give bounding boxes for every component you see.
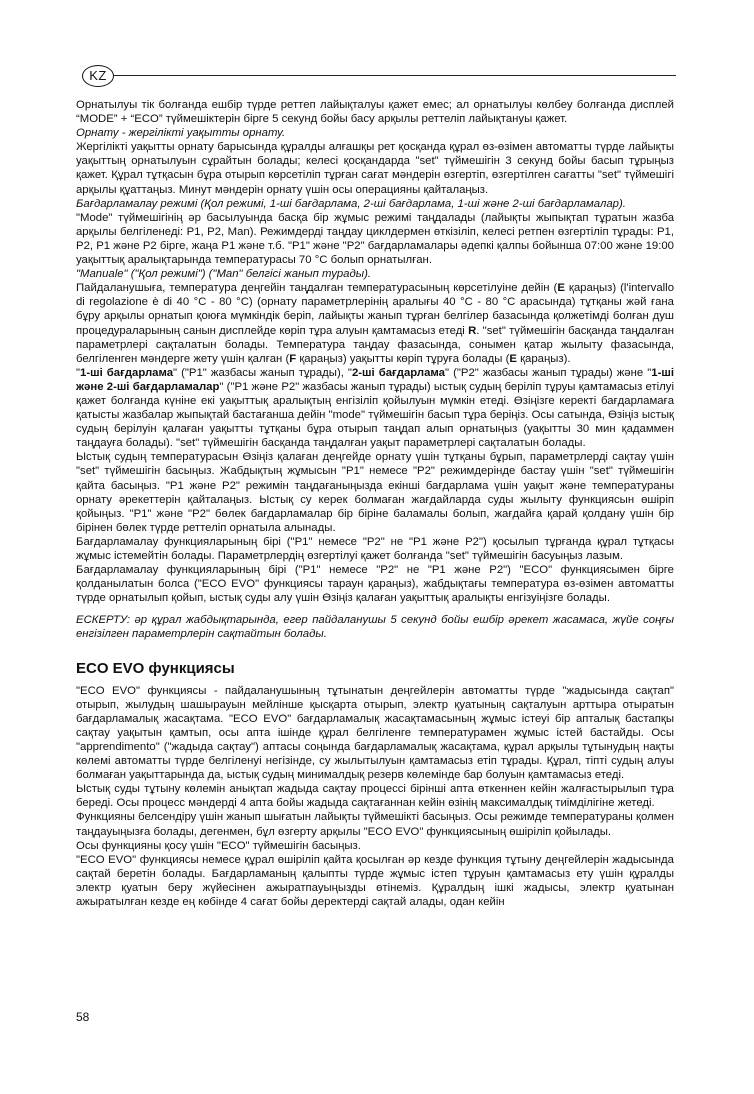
subheading-programming-mode: Бағдарламалау режимі (Қол режимі, 1-ші бағдарлама, 2-ші бағдарлама, 1-ші және 2-ші бағдарламалар).	[76, 197, 626, 210]
paragraph-eco-enable: Осы функцияны қосу үшін "ECO" түймешігін басыңыз.	[76, 839, 361, 852]
paragraph-eco-memory: "ECO EVO" функциясы немесе құрал өшіріліп қайта қосылған әр кезде функция тұтыну деңгейлерін жадысында сақтай беретін болады. Бағдарламаның қалыпты түрде жұмыс істеп тұруын қамтамасыз ету үшін құралды электр қуатын беру жүйесінен ажыратпауыңызды өтінеміз. Құралдың ішкі жадысы, электр қуатынан ажыратылған кезде ең көбінде 4 сағат бойы деректерді сақтай алады, одан кейін	[76, 853, 674, 908]
section-title-eco-evo: ECO EVO функциясы	[76, 659, 235, 677]
paragraph-local-time: Жергілікті уақытты орнату барысында құралды алғашқы рет қосқанда құрал өз-өзімен автоматты түрде лайықты уақыттың орнатылуын сұрайтын болады; келесі қосқандарда "set" түймешігін 3 секунд бойы басып тұрыңыз қажет. Құрал тұтқасын бұра отырып көрсетіліп тұрған сағат мәндерін өзгертіп, өзгертілген сағатты "set" түймешігі арқылы құаттаңыз. Минут мәндерін орнату үшін осы операцияны қайталаңыз.	[76, 141, 674, 196]
paragraph-temperature-set: Ыстық судың температурасын Өзіңіз қалаған деңгейде орнату үшін тұтқаны бұрып, параметрлерді сақтау үшін "set" түймешігін басыңыз. Жабдықтың жұмысын "P1" немесе "P2" режимдерінде бастау үшін "set" түймешігін қайта басыңыз. "P1 және P2" режимін таңдағаныңызда екінші бағдарлама үшін уақыт және температураны орнату әрекеттерін қайталаңыз. Ыстық су керек болмаған жағдайларда суды жылыту функциясын өшіріп қойыңыз. "P1" және "P2" бөлек бағдарламалар бір біріне баламалы болып, жағдайға қарай қолдану үшін бір бірінен бөлек түрде реттеліп орнатыла алынады.	[76, 451, 674, 534]
paragraph-eco-learning: Ыстық суды тұтыну көлемін анықтап жадыда сақтау процессі бірінші апта өткеннен кейін жалғастырылып тұра береді. Осы процесс мәндерді 4 апта бойы жадыда сақтағаннан кейін өзінің максималдық тиімділігіне жетеді.	[76, 783, 674, 810]
paragraph-manual-mode: Пайдаланушыға, температура деңгейін таңдалған температурасының көрсетілуіне дейін (E қараңыз) (l'intervallo di regolazione è di 40 °C - 80 °C) (орнату параметрлерінің аралығы 40 °C - 80 °C арасында) тұтқаны жәй ғана бұру арқылы орнатып қоюға мүмкіндік беріп, лайықты жанып тұрған белгілер базасында қолжетімді болған душ процедураларының санын дисплейде көріп тұра алуын қамтамасыз етеді R. "set" түймешігін басқанда таңдалған параметрлері сақталатын болады. Температура таңдау фазасында, сонымен қатар жылыту фазасында, белгіленген мәндерге жету үшін қалған (F қараңыз) уақытты көріп тұруға болады (E қараңыз).	[76, 282, 675, 365]
note-warning: ЕСКЕРТУ: әр құрал жабдықтарында, егер пайдаланушы 5 секунд бойы ешбір әрекет жасамаса, жүйе соңғы енгізілген параметрлерін сақтайтын болады.	[76, 614, 674, 641]
paragraph-eco-combination: Бағдарламалау функцияларының бірі ("P1" немесе "P2" не "P1 және P2") "ECO" функциясымен бірге қолданылатын болса ("ECO EVO" функциясы тараун қараңыз), жабдықтағы температура өз-өзімен автоматты түрде орнатылып қойып, ыстық суды алу үшін Өзіңіз қалаған уақыттық аралықты енгізуіңізге болады.	[76, 564, 674, 605]
paragraph-eco-activate: Функцияны белсендіру үшін жанып шығатын лайықты түймешікті басыңыз. Осы режимде температураны қолмен таңдауыңызға болады, дегенмен, бұл өзгерту арқылы "ECO EVO" функциясының өшіріліп қойылады.	[76, 811, 674, 838]
paragraph-eco-intro: "ECO EVO" функциясы - пайдаланушының тұтынатын деңгейлерін автоматты түрде "жадысында сақтап" отырып, жылудың шашырауын мейлінше қысқарта отырып, электр қуатының сақталуын арттыра отыратын бағдарламалық жасақтама. "ECO EVO" бағдарламалық жасақтамасының жұмыс істеуі бір апталық бастапқы сақтау уақытын қамтып, осы апта ішінде құрал белгіленге температурамен жұмыс істей бастайды. Осы "apprendimento" ("жадыда сақтау") аптасы соңында бағдарламалық жасақтама, құрал арқылы тұтынудың нақты көлемі автоматты түрде белгіленуі негізінде, су жылытылуын қамтамасыз етіп тұрады. Құрал, тіпті судың алуы болмаған уақыттарында да, ыстық судың минималдық резерв көлемінде бар болуын қамтамасыз етеді.	[76, 684, 674, 782]
subheading-local-time: Орнату - жергілікті уақытты орнату.	[76, 127, 286, 140]
document-body	[76, 98, 674, 909]
header-rule	[114, 75, 676, 76]
page-header	[76, 64, 676, 90]
page-number: 58	[76, 1010, 90, 1024]
paragraph-mode-button: "Mode" түймешігінің әр басылуында басқа бір жұмыс режимі таңдалады (лайықты жыпықтап тұратын жазба арқылы белгіленеді: P1, P2, Man). Режимдерді таңдау циклдермен өткізіліп, келесі ретпен өзгертіліп тұрады: P1, P2, P1 және P2 бірге, жаңа P1 және т.б. "P1" және "P2" бағдарламалары әдепкі қалпы бойынша 07:00 және 19:00 уақыттық аралықтарында температурасы 70 °C болып орнатылған.	[76, 211, 674, 267]
paragraph-knob-disabled: Бағдарламалау функцияларының бірі ("P1" немесе "P2" не "P1 және P2") қосылып тұрғанда құрал тұтқасы жұмыс істемейтін болады. Параметрлердің өзгертілуі қажет болғанда "set" түймешігін басуыңыз лазым.	[76, 535, 674, 562]
language-badge: KZ	[82, 65, 114, 87]
subheading-manual-mode: "Manuale" ("Қол режимі") ("Man" белгісі жанып турады).	[76, 268, 372, 281]
paragraph-programs: "1-ші бағдарлама" ("P1" жазбасы жанып тұрады), "2-ші бағдарлама" ("P2" жазбасы жанып тұрады) және "1-ші және 2-ші бағдарламалар" ("P1 және P2" жазбасы жанып тұрады) ыстық судың беріліп тұруы қамтамасыз етілуі қажет болғанда күніне екі уақыттық аралықтың енгізіліп қойылуын мүмкін етеді. Өзіңізге керекті бағдарламаға қатысты жазбалар жыпықтай бастағанша дейін "mode" түймешігін басып тұра беріңіз. Осы сатында, Өзіңіз ыстық судың берілуін қалаған уақытты тұтқаны бұра отырып таңдап алып орнатыңыз (уақытты 30 мин қадаммен таңдауға болады). "set" түймешігін басқанда таңдалған уақыт параметрлері сақталатын болады.	[76, 366, 674, 450]
paragraph-installation: Орнатылуы тік болғанда ешбір түрде реттеп лайықталуы қажет емес; ал орнатылуы көлбеу болғанда дисплей “MODE” + “ECO” түймешіктерін бірге 5 секунд бойы басу арқылы реттеліп лайықтануы қажет.	[76, 99, 674, 126]
